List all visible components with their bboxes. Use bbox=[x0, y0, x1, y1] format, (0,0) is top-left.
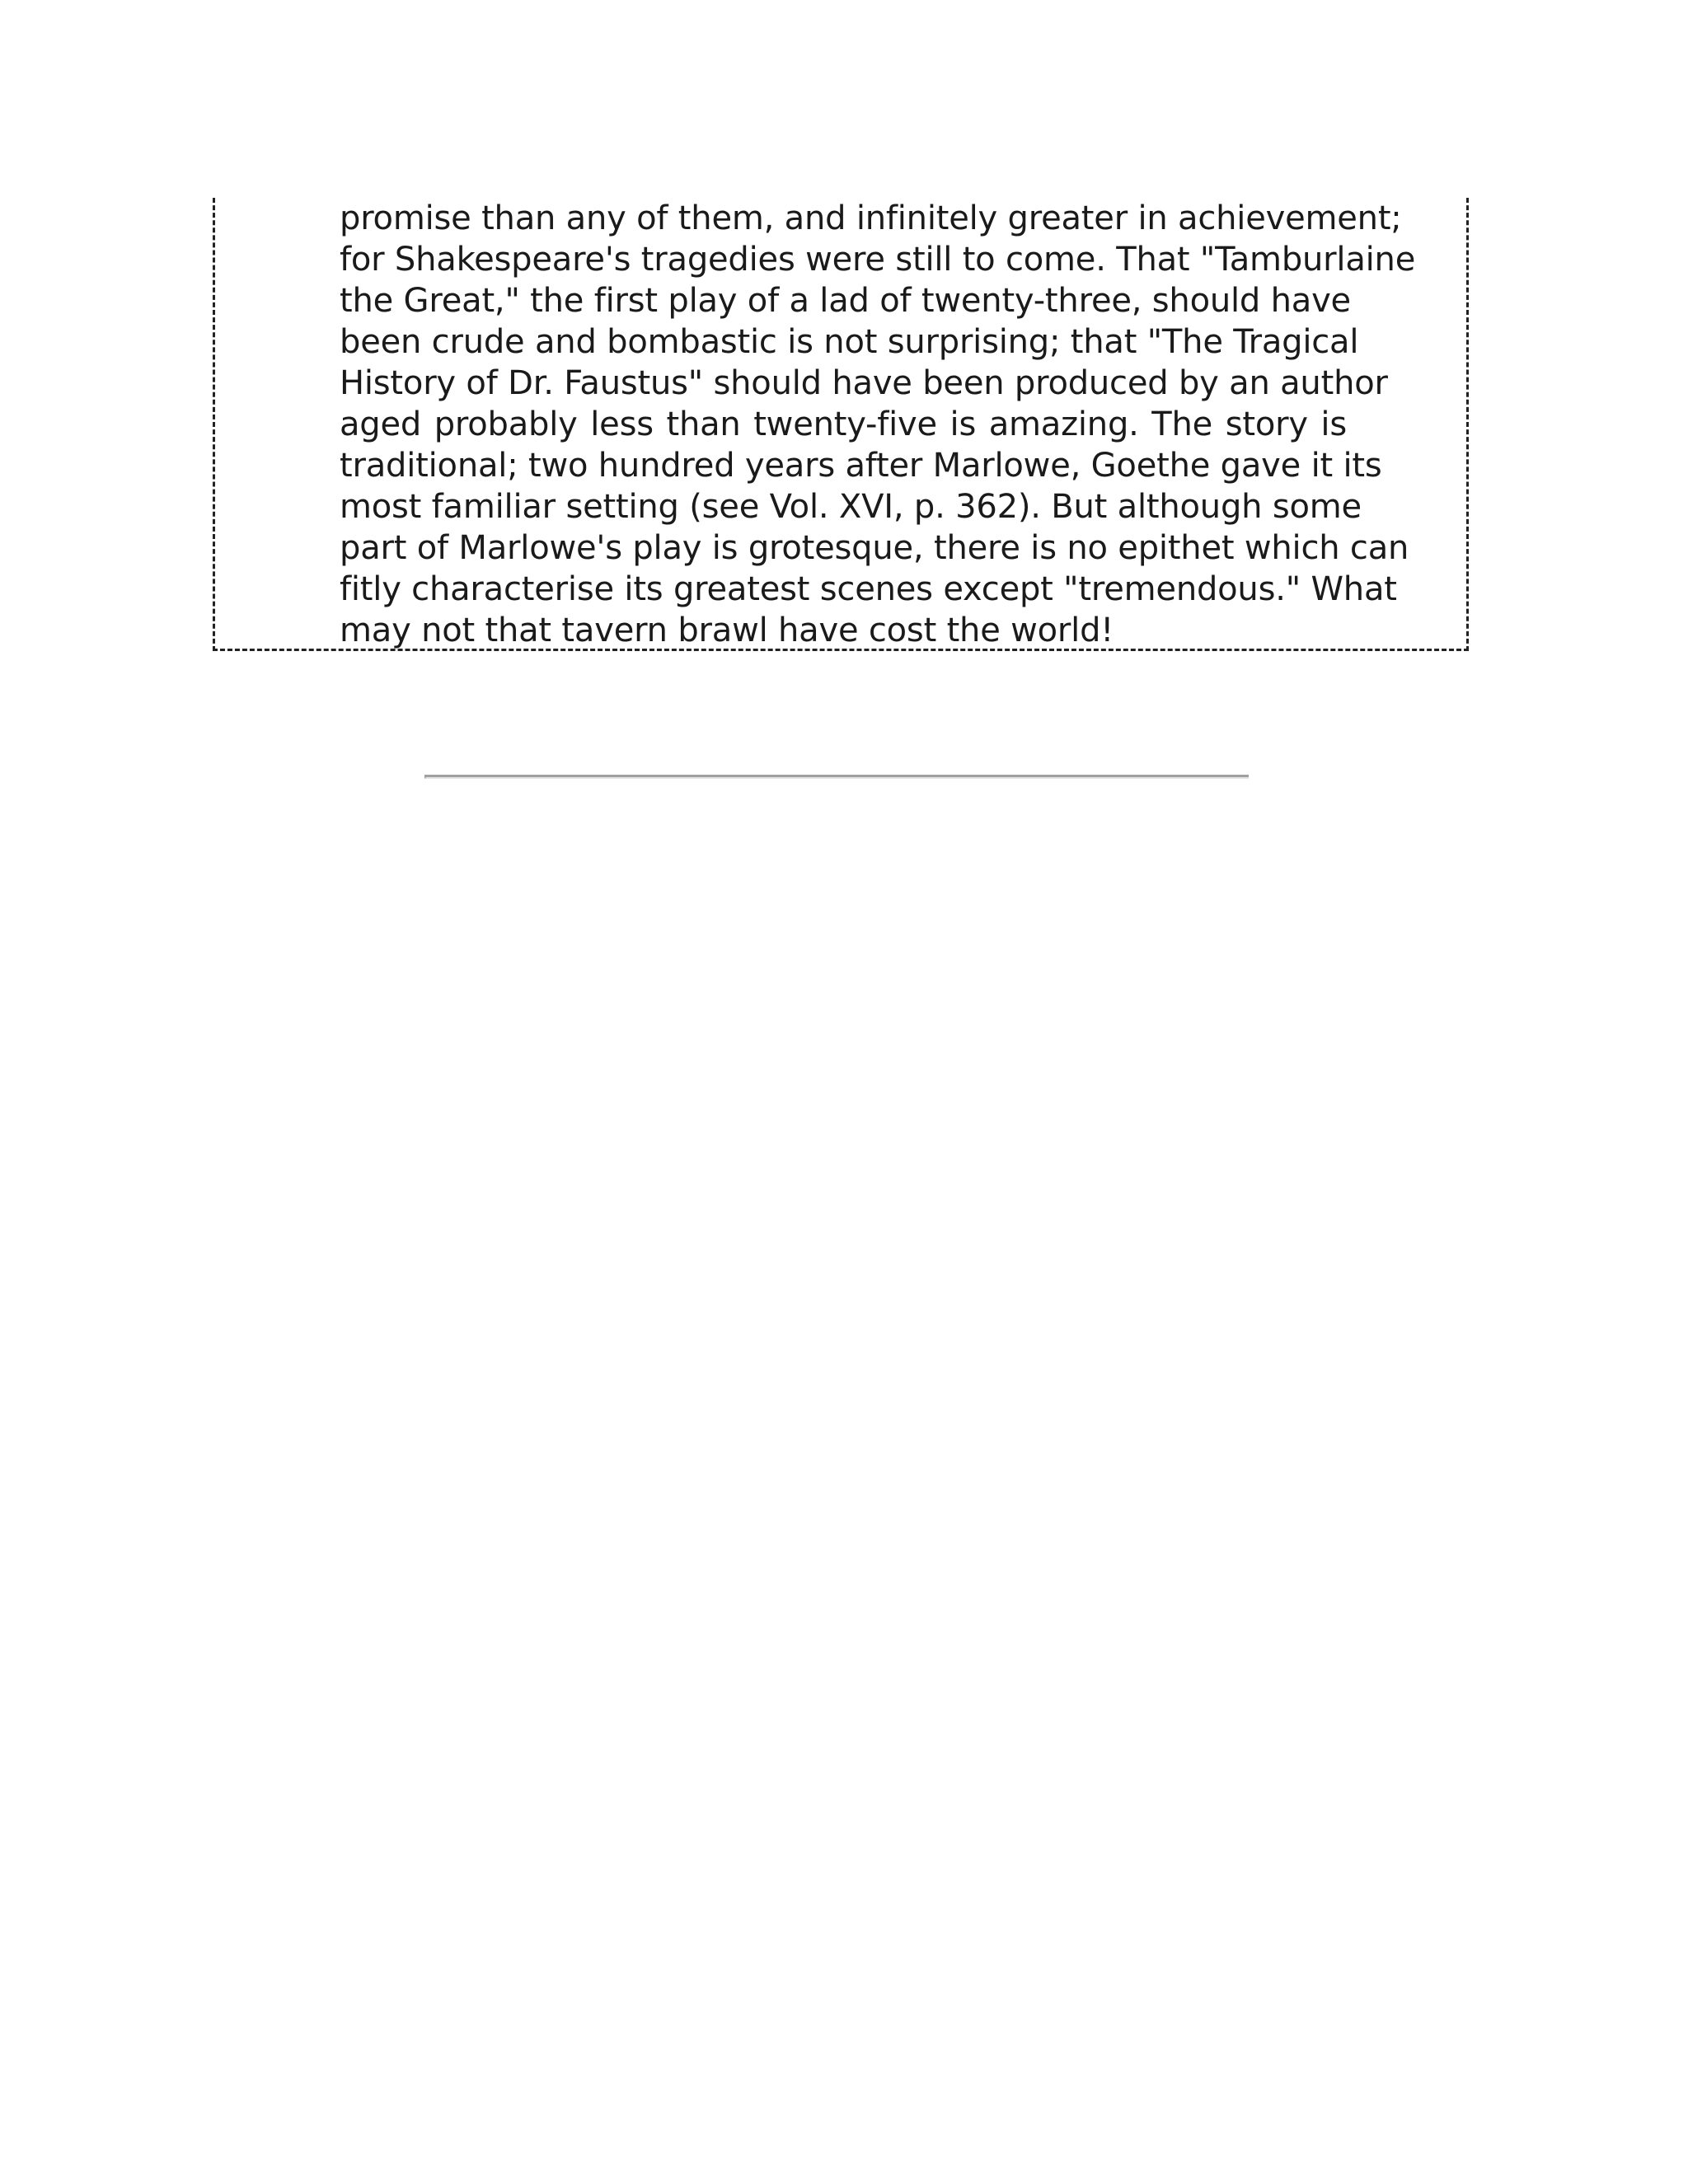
passage-line: most familiar setting (see Vol. XVI, p. 362). But although some bbox=[340, 488, 1362, 526]
passage-line: the Great," the first play of a lad of twenty-three, should have bbox=[340, 282, 1351, 320]
passage-line: promise than any of them, and infinitely greater in achievement; bbox=[340, 199, 1402, 237]
passage-paragraph bbox=[340, 198, 1416, 651]
passage-line: traditional; two hundred years after Marlowe, Goethe gave it its bbox=[340, 447, 1382, 485]
passage-line: fitly characterise its greatest scenes except "tremendous." What bbox=[340, 570, 1397, 608]
passage-line: History of Dr. Faustus" should have been produced by an author bbox=[340, 364, 1388, 402]
passage-line: aged probably less than twenty-five is amazing. The story is bbox=[340, 405, 1347, 443]
passage-line: part of Marlowe's play is grotesque, there is no epithet which can bbox=[340, 529, 1409, 567]
horizontal-rule bbox=[424, 775, 1249, 779]
passage-line: for Shakespeare's tragedies were still to come. That "Tamburlaine bbox=[340, 241, 1416, 279]
passage-line: may not that tavern brawl have cost the world! bbox=[340, 612, 1114, 649]
passage-line: been crude and bombastic is not surprising; that "The Tragical bbox=[340, 323, 1359, 361]
